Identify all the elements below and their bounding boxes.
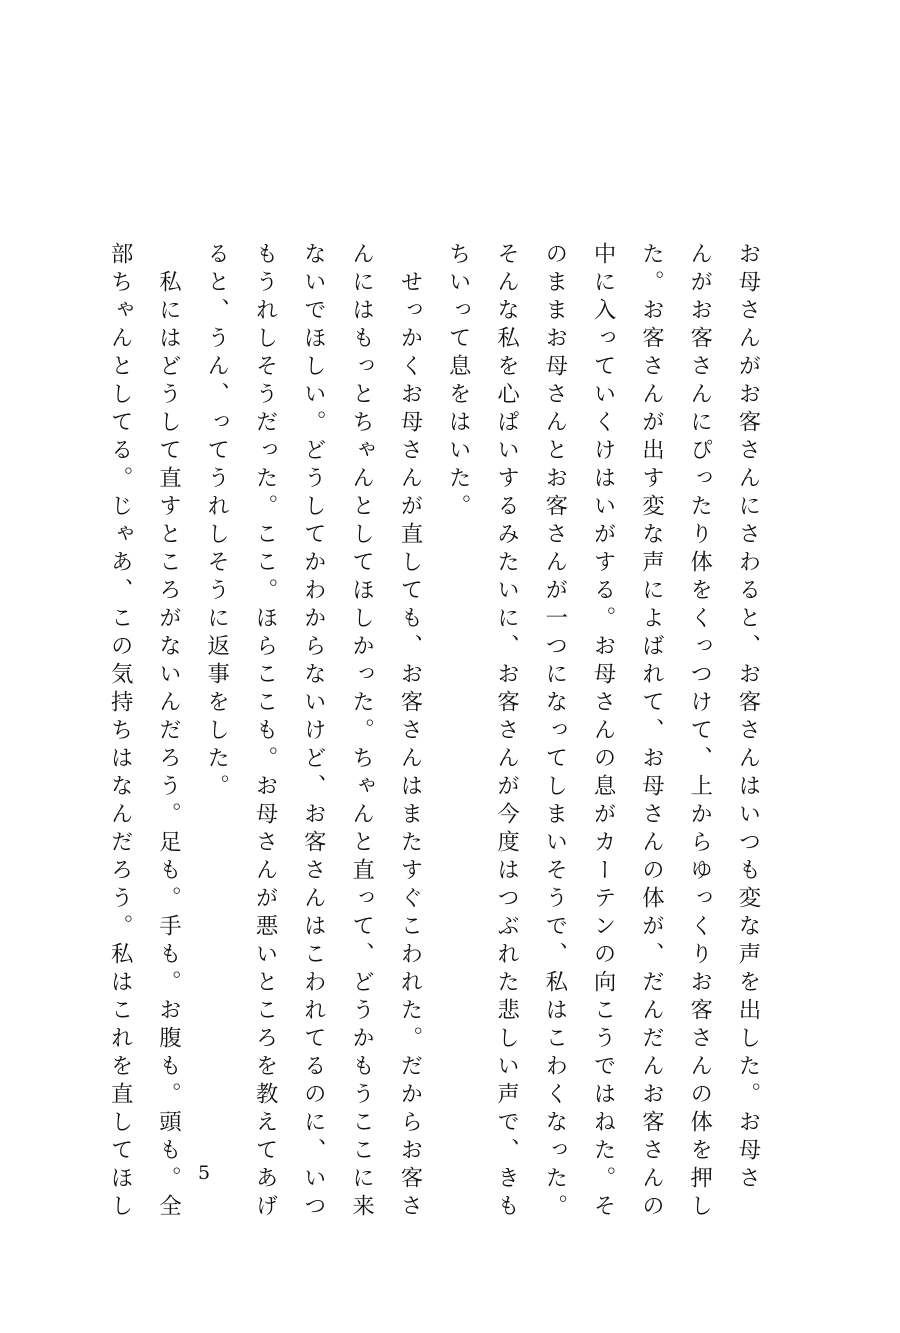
text-column: 中に入っていくけはいがする。お母さんの息がカーテンの向こうではねた。そ — [590, 242, 617, 1222]
text-column: んがお客さんにぴったり体をくっつけて、上からゆっくりお客さんの体を押し — [686, 242, 713, 1222]
text-column: ないでほしい。どうしてかわからないけど、お客さんはこわれてるのに、いつ — [300, 242, 327, 1222]
text-column: んにはもっとちゃんとしてほしかった。ちゃんと直って、どうかもうここに来 — [348, 242, 375, 1222]
text-column: せっかくお母さんが直しても、お客さんはまたすぐこわれた。だからお客さ — [396, 242, 423, 1222]
vertical-text-body — [96, 242, 772, 1222]
text-column: 私にはどうして直すところがないんだろう。足も。手も。お腹も。頭も。全 — [155, 242, 182, 1222]
page-number: 5 — [197, 1162, 211, 1184]
text-column: ると、うん、ってうれしそうに返事をした。 — [203, 242, 230, 802]
text-column: た。お客さんが出す変な声によばれて、お母さんの体が、だんだんお客さんの — [638, 242, 665, 1222]
text-column: お母さんがお客さんにさわると、お客さんはいつも変な声を出した。お母さ — [735, 242, 761, 1194]
text-column: そんな私を心ぱいするみたいに、お客さんが今度はつぶれた悲しい声で、きも — [493, 242, 520, 1222]
text-column: もうれしそうだった。ここ。ほらここも。お母さんが悪いところを教えてあげ — [252, 242, 279, 1222]
text-column: 部ちゃんとしてる。じゃあ、この気持ちはなんだろう。私はこれを直してほし — [107, 242, 134, 1222]
text-column: ちいって息をはいた。 — [445, 242, 472, 522]
text-column: のままお母さんとお客さんが一つになってしまいそうで、私はこわくなった。 — [541, 242, 568, 1222]
